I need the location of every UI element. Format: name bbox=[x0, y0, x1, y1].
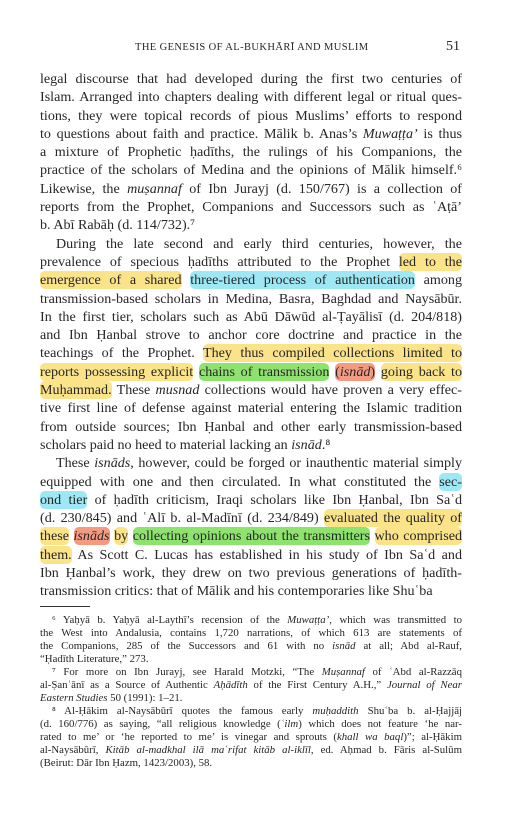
highlight-g: collecting opinions about the transmitters bbox=[132, 528, 370, 545]
highlight-y: going back to bbox=[380, 363, 463, 380]
text-line bbox=[40, 527, 462, 545]
text-line: Ibn Ḥanbal’s work, they drew on two previous generations of ḥadīth- bbox=[40, 565, 462, 582]
text-line: scholars paid no heed to material lacking an isnād.⁸ bbox=[40, 436, 331, 453]
text-line: them. As Scott C. Lucas has established in his study of Ibn Saʿd and bbox=[40, 546, 462, 563]
footnotes bbox=[40, 614, 462, 770]
text-line: ond tier of ḥadīth criticism, Iraqi scholars like Ibn Ḥanbal, Ibn Saʿd bbox=[40, 491, 462, 508]
text-line: equipped with one and then circulated. In what constituted the sec- bbox=[40, 473, 462, 490]
footnote-line: the West into Andalusia, contains 1,720 narrations, of which 613 are statements of bbox=[40, 627, 462, 639]
text-line: During the late second and early third centuries, however, the bbox=[56, 235, 462, 252]
page-number: 51 bbox=[446, 39, 460, 54]
body-text bbox=[40, 70, 462, 601]
highlight-r: (isnād) bbox=[335, 363, 376, 380]
text-line: b. Abī Rabāḥ (d. 114/732).⁷ bbox=[40, 217, 196, 234]
text-line: from outside sources; Ibn Ḥanbal and other early transmission-based bbox=[40, 418, 462, 435]
text-line: legal discourse that had developed during the first two centuries of bbox=[40, 71, 462, 87]
highlight-y: these bbox=[40, 528, 69, 545]
footnote-line: (d. 160/776) as saying, “all religious knowledge (ʿilm) which does not feature ‘he nar- bbox=[40, 718, 462, 730]
running-title: THE GENESIS OF AL-BUKHĀRĪ AND MUSLIM bbox=[135, 42, 369, 53]
footnote-line: al-Naysābūrī, Kitāb al-madkhal ilā maʿrifat kitāb al-iklīl, ed. Aḥmad b. Fāris al-Sulūm bbox=[40, 744, 462, 756]
highlight-y: who comprised bbox=[374, 528, 462, 545]
footnote-line: ⁶ Yaḥyā b. Yaḥyā al-Laythī’s recension of the Muwaṭṭa’, which was transmitted to bbox=[52, 614, 462, 626]
footnote-line: the Companions, 285 of the Successors and 61 with no isnād at all; Abd al-Rauf, bbox=[40, 640, 463, 652]
text-line: Islam. Arranged into chapters dealing with different legal or ritual ques- bbox=[40, 89, 462, 106]
running-header bbox=[40, 40, 460, 56]
text-line: to questions about faith and practice. Mālik b. Anas’s Muwaṭṭa’ is thus bbox=[40, 125, 462, 142]
footnote-line: rated to me’ or ‘he reported to me’ is vinegar and sprouts (khall wa baql)”; al-Ḥākim bbox=[40, 731, 462, 743]
text-line: In the first tier, scholars such as Abū Dāwūd al-Ṭayālisī (d. 204/818) bbox=[40, 308, 462, 325]
text-line: These isnāds, however, could be forged or inauthentic material simply bbox=[56, 455, 463, 472]
footnote-rule bbox=[40, 606, 90, 607]
text-line: prevalence of specious ḥadīths attributed to the Prophet led to the bbox=[40, 253, 462, 270]
text-line: practice of the scholars of Medina and the opinions of Mālik himself.⁶ bbox=[40, 162, 462, 179]
highlight-g: chains of transmission bbox=[198, 363, 330, 380]
highlight-y: Muḥammad. bbox=[40, 382, 112, 399]
highlight-r: isnāds bbox=[73, 528, 110, 545]
text-line: (d. 230/845) and ʿAlī b. al-Madīnī (d. 234/849) evaluated the quality of bbox=[40, 510, 462, 527]
highlight-y: evaluated the quality of bbox=[323, 510, 462, 527]
footnote-line: (Beirut: Dār Ibn Ḥazm, 1423/2003), 58. bbox=[40, 757, 213, 769]
text-line: Likewise, the muṣannaf of Ibn Jurayj (d. 150/767) is a collection of bbox=[40, 180, 462, 197]
footnote-line: ⁸ Al-Ḥākim al-Naysābūrī quotes the famous early muḥaddith Shuʿba b. al-Ḥajjāj bbox=[52, 705, 463, 717]
highlight-y: led to the bbox=[398, 253, 462, 270]
highlight-y: reports possessing explicit bbox=[40, 363, 194, 380]
text-line: transmission critics: that of Mālik and his contemporaries like Shuʿba bbox=[40, 583, 433, 600]
highlight-c: three-tiered process of authentication bbox=[190, 272, 415, 289]
footnote-line: ⁷ For more on Ibn Jurayj, see Harald Motzki, “The Muṣannaf of ʿAbd al-Razzāq bbox=[52, 666, 463, 678]
highlight-c: ond tier bbox=[40, 491, 88, 508]
text-line bbox=[40, 363, 462, 381]
text-line: tive first line of defense against material entering the Islamic tradition bbox=[40, 400, 462, 417]
footnote-line: Eastern Studies 50 (1991): 1–21. bbox=[40, 692, 183, 704]
text-line: a mixture of Prophetic ḥadīths, the rulings of his Companions, the bbox=[40, 144, 462, 161]
highlight-c: sec- bbox=[439, 473, 462, 490]
highlight-y: emergence of a shared bbox=[40, 272, 182, 289]
text-line: tions, they were topical records of pious Muslims’ efforts to respond bbox=[40, 107, 462, 124]
highlight-y: them. bbox=[40, 546, 72, 563]
text-line: Muḥammad. These musnad collections would have proven a very effec- bbox=[40, 382, 462, 399]
footnote-line: “Ḥadīth Literature,” 273. bbox=[40, 653, 149, 665]
text-line: transmission-based scholars in Medina, Basra, Baghdad and Naysābūr. bbox=[40, 290, 462, 307]
highlight-y: by bbox=[114, 528, 129, 545]
highlight-y: They thus compiled collections limited to bbox=[203, 345, 462, 362]
footnote-line: al-Ṣanʿānī as a Source of Authentic Aḥādīth of the First Century A.H.,” Journal of Near bbox=[40, 679, 463, 691]
text-line: teachings of the Prophet. They thus compiled collections limited to bbox=[40, 345, 462, 362]
text-line: and Ibn Ḥanbal strove to anchor core doctrine and practice in the bbox=[40, 327, 462, 344]
text-line: emergence of a shared three-tiered process of authentication among bbox=[40, 272, 463, 289]
text-line: reports from the Prophet, Companions and Successors such as ʿAṭā’ bbox=[40, 199, 462, 216]
